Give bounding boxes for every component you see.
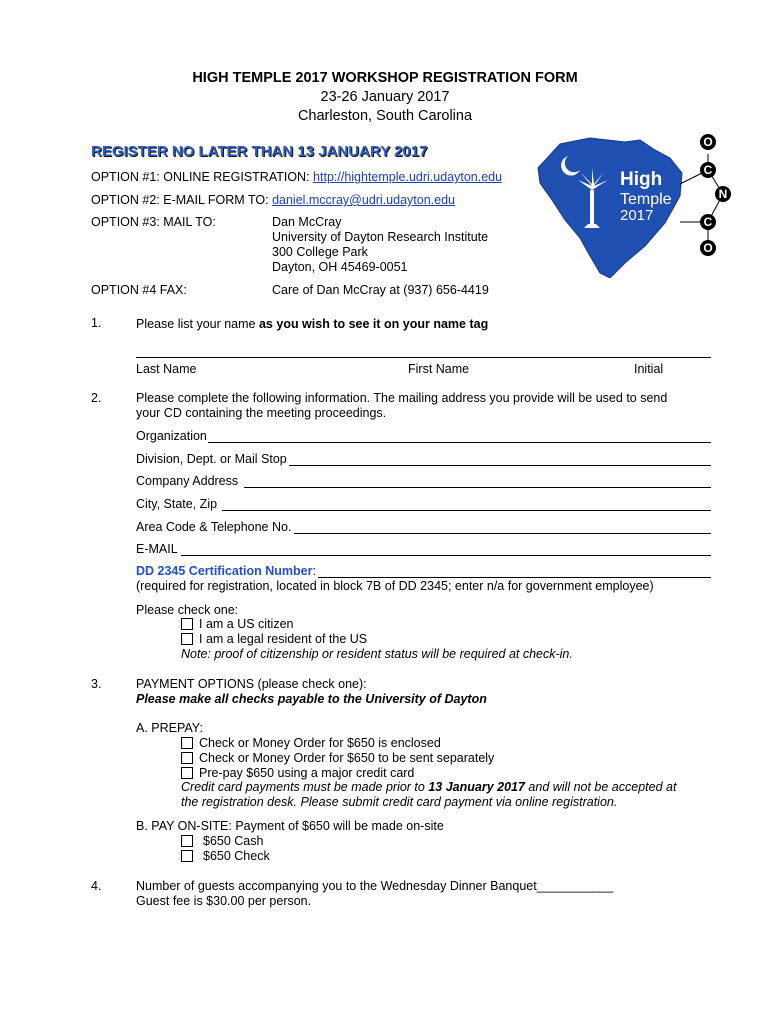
registration-deadline: REGISTER NO LATER THAN 13 JANUARY 2017	[91, 143, 428, 160]
onsite-check-checkbox[interactable]	[181, 850, 193, 862]
guests-field[interactable]: ___________	[536, 879, 614, 893]
dd2345-label: DD 2345 Certification Number	[136, 564, 313, 578]
logo-letter-o-bottom: O	[703, 241, 713, 255]
section-2-number: 2.	[91, 391, 102, 405]
dd2345-field[interactable]	[318, 577, 711, 578]
mail-address-city: Dayton, OH 45469-0051	[272, 260, 408, 274]
mail-address-name: Dan McCray	[272, 215, 342, 229]
email-label: E-MAIL	[136, 542, 178, 556]
event-location: Charleston, South Carolina	[297, 108, 473, 124]
legal-resident-label: I am a legal resident of the US	[199, 632, 368, 646]
check-enclosed-label: Check or Money Order for $650 is enclosed	[199, 736, 441, 750]
dd2345-note: (required for registration, located in block 7B of DD 2345; enter n/a for government employee)	[136, 579, 654, 593]
pay-onsite-label: B. PAY ON-SITE: Payment of $650 will be made on-site	[136, 819, 444, 833]
high-temple-logo	[530, 128, 760, 278]
us-citizen-label: I am a US citizen	[199, 617, 294, 631]
telephone-field[interactable]	[294, 533, 711, 534]
cash-label: $650 Cash	[203, 834, 264, 848]
credit-card-checkbox[interactable]	[181, 767, 193, 779]
check-separate-checkbox[interactable]	[181, 752, 193, 764]
check-enclosed-checkbox[interactable]	[181, 737, 193, 749]
guest-fee-note: Guest fee is $30.00 per person.	[136, 894, 312, 908]
registration-link[interactable]: http://hightemple.udri.udayton.edu	[313, 170, 503, 184]
option-2	[91, 193, 455, 207]
prepay-label: A. PREPAY:	[136, 721, 203, 735]
cc-note-a: Credit card payments must be made prior to	[181, 780, 429, 794]
logo-temple: Temple	[620, 191, 672, 208]
section-1-number: 1.	[91, 316, 102, 330]
email-link[interactable]: daniel.mccray@udri.udayton.edu	[272, 193, 455, 207]
division-field[interactable]	[289, 465, 711, 466]
check-separate-label: Check or Money Order for $650 to be sent separately	[199, 751, 495, 765]
logo-letter-c-bottom: C	[703, 215, 713, 229]
section-1-text: Please list your name	[136, 317, 259, 331]
initial-label: Initial	[634, 362, 664, 376]
email-field[interactable]	[181, 555, 711, 556]
logo-high: High	[620, 169, 663, 190]
guests-question	[136, 879, 613, 893]
logo-letter-o-top: O	[703, 135, 713, 149]
us-citizen-checkbox[interactable]	[181, 618, 193, 630]
section-1-instruction	[136, 317, 488, 331]
mail-address-street: 300 College Park	[272, 245, 368, 259]
first-name-label: First Name	[408, 362, 470, 376]
logo-letter-c-top: C	[703, 163, 713, 177]
option-4-label: OPTION #4 FAX:	[91, 283, 187, 297]
city-state-zip-field[interactable]	[222, 510, 711, 511]
event-dates: 23-26 January 2017	[320, 89, 450, 105]
last-name-label: Last Name	[136, 362, 197, 376]
payment-options-heading: PAYMENT OPTIONS (please check one):	[136, 677, 367, 691]
division-label: Division, Dept. or Mail Stop	[136, 452, 287, 466]
option-1	[91, 170, 502, 184]
company-address-field[interactable]	[244, 487, 711, 488]
guests-text: Number of guests accompanying you to the Wednesday Dinner Banquet	[136, 879, 537, 893]
organization-label: Organization	[136, 429, 207, 443]
section-2-line-2: your CD containing the meeting proceedings.	[136, 406, 387, 420]
organization-field[interactable]	[208, 442, 711, 443]
credit-card-note-line-2: the registration desk. Please submit credit card payment via online registration.	[181, 795, 618, 809]
option-3-label: OPTION #3: MAIL TO:	[91, 215, 216, 229]
legal-resident-checkbox[interactable]	[181, 633, 193, 645]
section-3-number: 3.	[91, 677, 102, 691]
citizenship-note: Note: proof of citizenship or resident status will be required at check-in.	[181, 647, 573, 661]
credit-card-note-line-1	[181, 780, 676, 794]
cc-note-date: 13 January 2017	[428, 780, 525, 794]
form-title: HIGH TEMPLE 2017 WORKSHOP REGISTRATION FORM	[192, 70, 578, 86]
city-state-zip-label: City, State, Zip	[136, 497, 218, 511]
logo-letter-n: N	[718, 187, 728, 201]
check-one-label: Please check one:	[136, 603, 239, 617]
payable-note: Please make all checks payable to the University of Dayton	[136, 692, 487, 706]
dd2345-label-group	[136, 564, 316, 578]
logo-year: 2017	[620, 207, 654, 224]
cc-note-c: and will not be accepted at	[524, 780, 677, 794]
company-address-label: Company Address	[136, 474, 239, 488]
option-2-label: OPTION #2: E-MAIL FORM TO:	[91, 193, 269, 207]
section-1-emphasis: as you wish to see it on your name tag	[258, 317, 489, 331]
name-input-line[interactable]	[136, 357, 711, 358]
section-4-number: 4.	[91, 879, 102, 893]
option-1-label: OPTION #1: ONLINE REGISTRATION:	[91, 170, 310, 184]
section-2-line-1: Please complete the following information. The mailing address you provide will be used to send	[136, 391, 668, 405]
onsite-check-label: $650 Check	[203, 849, 270, 863]
fax-value: Care of Dan McCray at (937) 656-4419	[272, 283, 489, 297]
telephone-label: Area Code & Telephone No.	[136, 520, 292, 534]
dd2345-colon: :	[312, 564, 316, 578]
mail-address-org: University of Dayton Research Institute	[272, 230, 489, 244]
credit-card-label: Pre-pay $650 using a major credit card	[199, 766, 415, 780]
south-carolina-map-icon	[538, 138, 682, 278]
cash-checkbox[interactable]	[181, 835, 193, 847]
